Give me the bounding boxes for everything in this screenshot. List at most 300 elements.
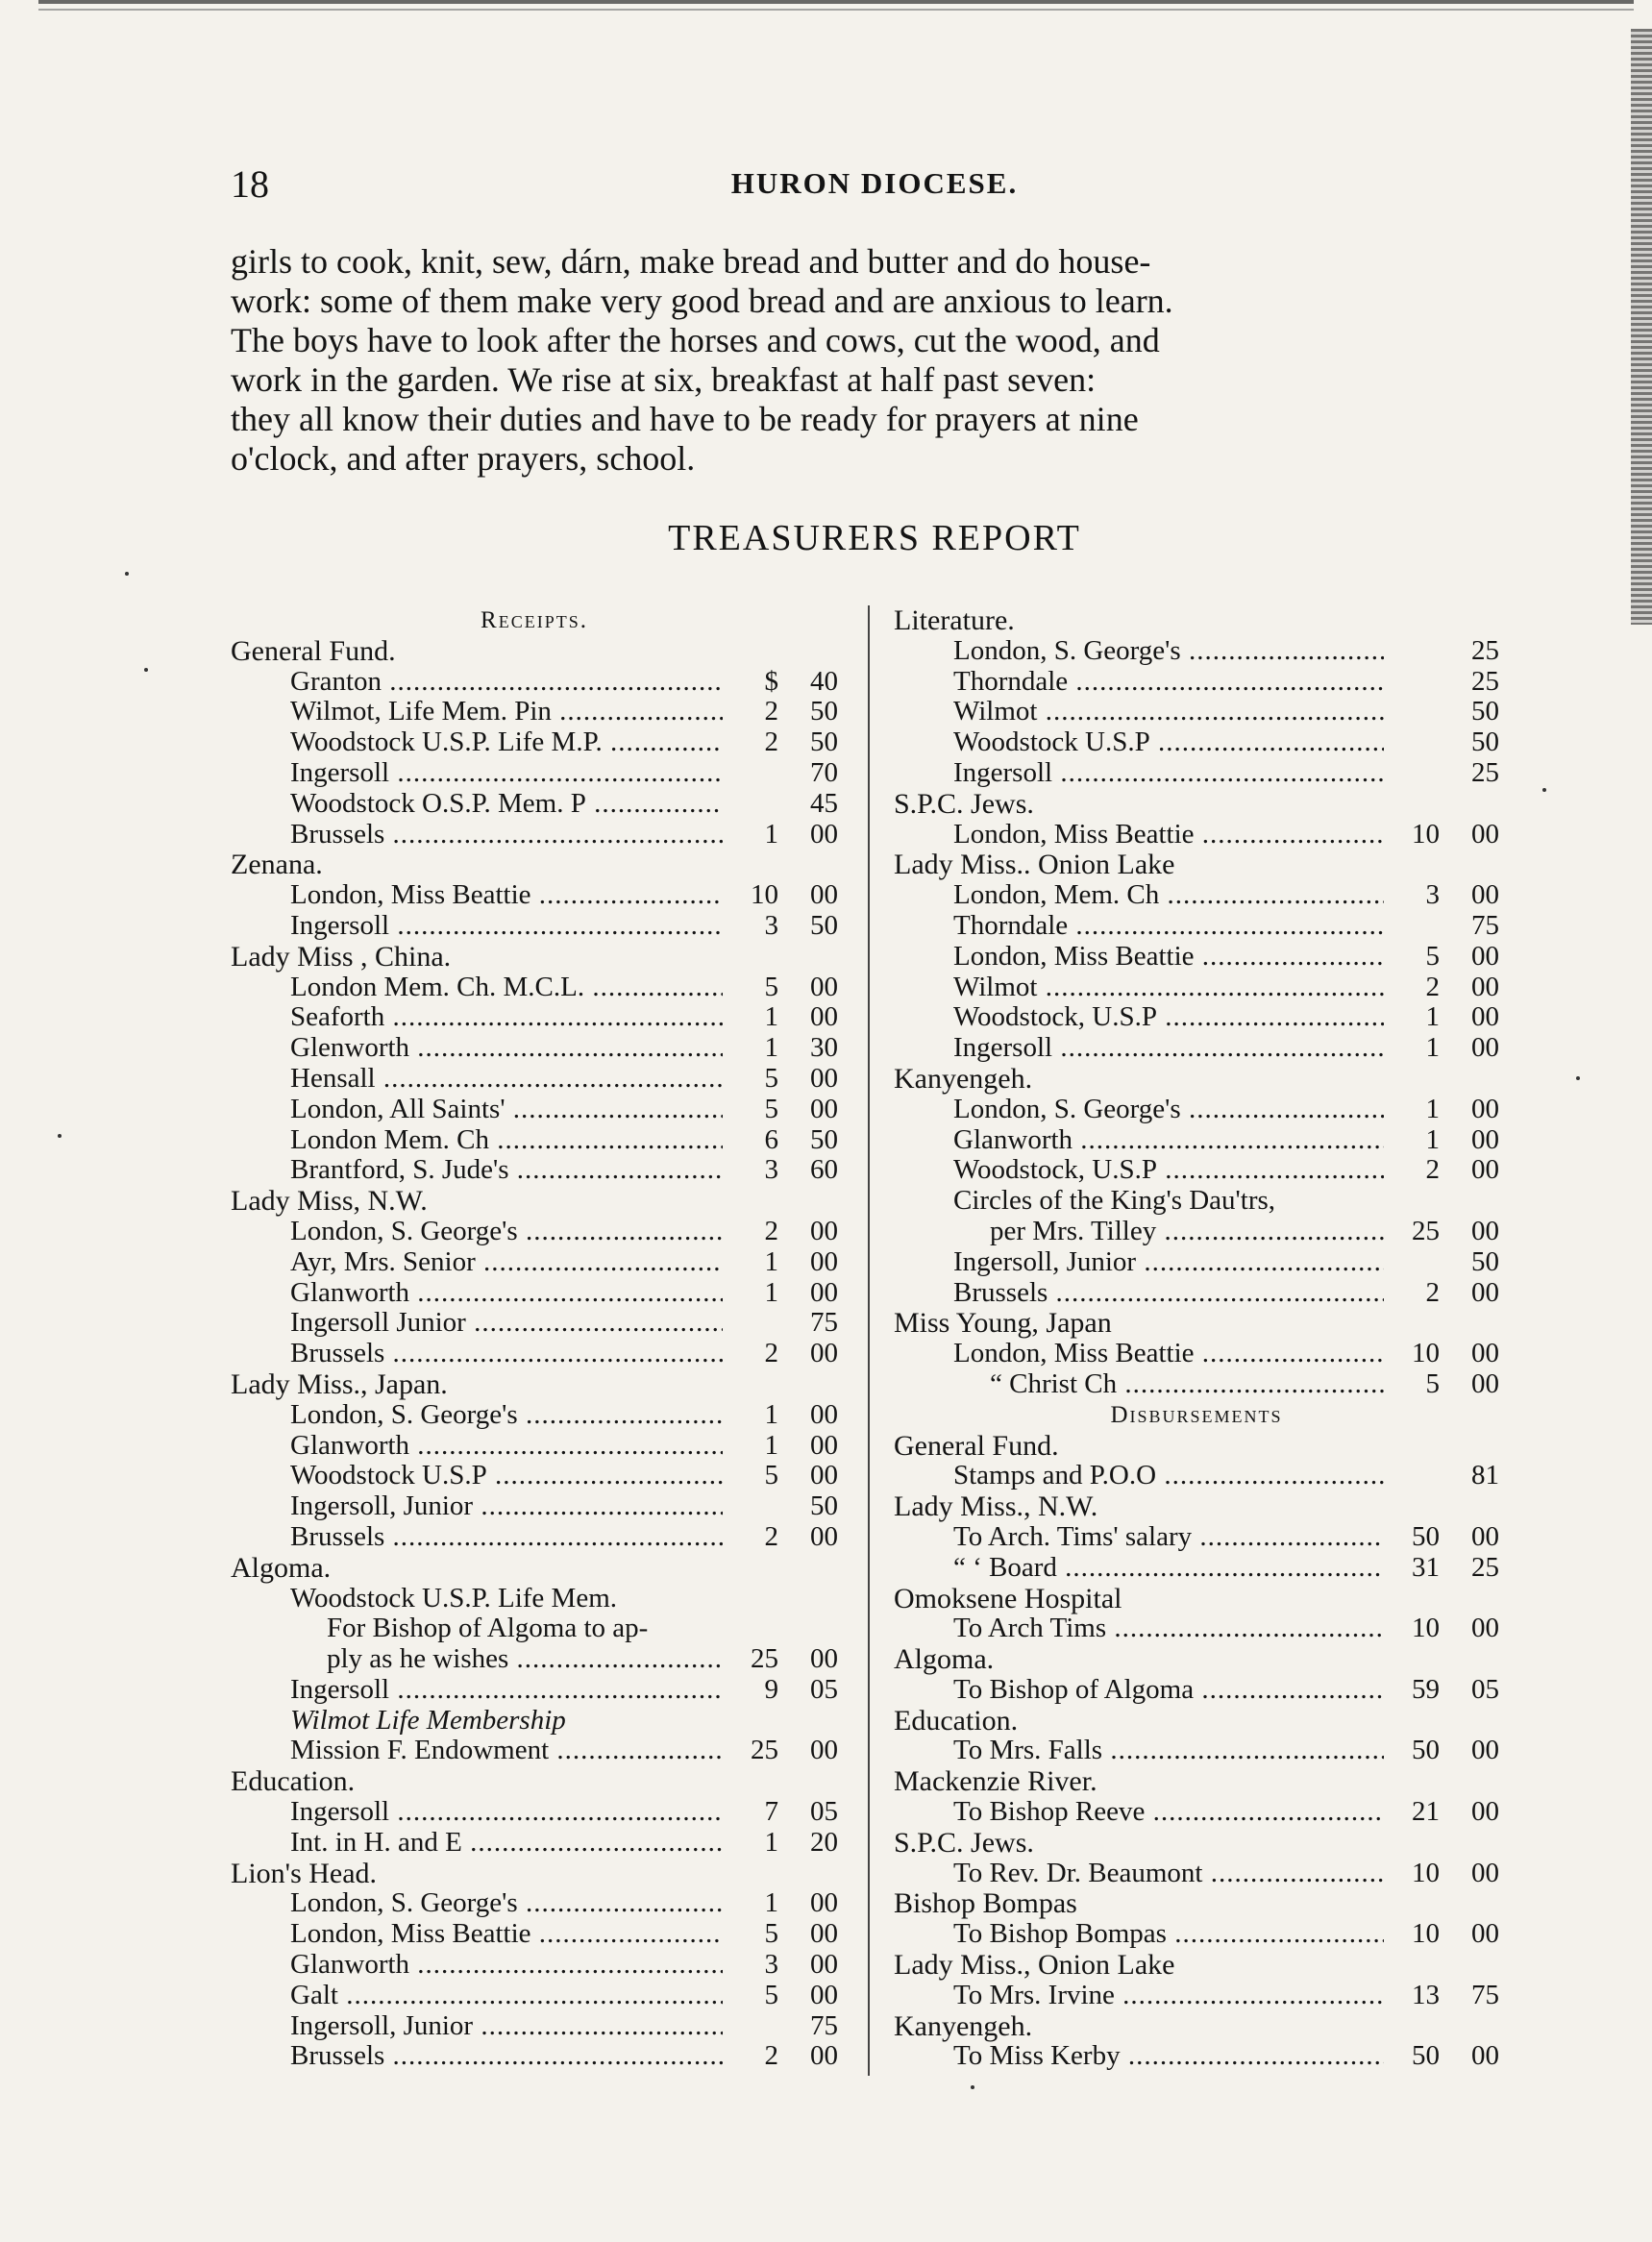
entry-label: To Miss Kerby .....	[953, 2041, 1384, 2072]
entry-cents: 00	[1471, 1796, 1499, 1828]
entry-dollars: 25	[1412, 1215, 1440, 1246]
entry-dollars: 9	[764, 1673, 778, 1705]
entry-label: Woodstock U.S.P .....	[953, 727, 1384, 758]
entry-label: To Bishop Bompas .....	[953, 1919, 1384, 1950]
entry-cents: 60	[810, 1154, 838, 1186]
entry-dollars: 2	[1425, 1276, 1440, 1308]
entry-label: “ ‘ Board .....	[953, 1553, 1384, 1584]
entry-label: “ Christ Ch .....	[990, 1369, 1384, 1400]
ledger-entry	[231, 697, 838, 727]
entry-label: Ingersoll, Junior .....	[290, 1491, 723, 1522]
entry-dollars: 2	[764, 1215, 778, 1246]
entry-cents: 00	[810, 2040, 838, 2072]
intro-line: girls to cook, knit, sew, dárn, make bread and butter and do house-	[231, 242, 1151, 281]
entry-label: Woodstock, U.S.P .....	[953, 1002, 1384, 1033]
entry-label: Ingersoll .....	[290, 1797, 723, 1828]
ledger-entry	[231, 1461, 838, 1491]
ledger-entry	[231, 911, 838, 942]
entry-dollars: 50	[1412, 2040, 1440, 2072]
ledger-entry	[231, 2041, 838, 2072]
entry-dollars: 25	[751, 1735, 778, 1766]
entry-cents: 25	[1471, 756, 1499, 788]
category-heading: Algoma.	[231, 1551, 332, 1584]
entry-dollars: 1	[764, 1429, 778, 1461]
ledger-entry	[231, 727, 838, 758]
entry-label: London, S. George's .....	[953, 1095, 1384, 1125]
entry-cents: 00	[810, 818, 838, 850]
ledger-entry	[894, 1033, 1499, 1064]
column-divider	[868, 605, 870, 2076]
ledger-entry	[894, 911, 1499, 942]
intro-line: they all know their duties and have to be ready for prayers at nine	[231, 400, 1139, 438]
entry-cents: 00	[810, 1062, 838, 1094]
intro-line: work: some of them make very good bread and are anxious to learn.	[231, 282, 1173, 320]
entry-label: Glanworth .....	[290, 1950, 723, 1981]
entry-label: London, Mem. Ch .....	[953, 880, 1384, 911]
entry-dollars: 1	[764, 1032, 778, 1064]
entry-label: London, Miss Beattie .....	[290, 1919, 723, 1950]
entry-cents: 00	[1471, 1276, 1499, 1308]
ledger-entry	[231, 973, 838, 1003]
entry-dollars: 1	[764, 1245, 778, 1277]
section-heading-text: Disbursements	[1110, 1401, 1283, 1428]
entry-dollars: 5	[764, 1460, 778, 1491]
entry-label: Glanworth .....	[953, 1125, 1384, 1156]
category-heading: Education.	[894, 1704, 1019, 1737]
ledger-entry	[894, 1095, 1499, 1125]
page-number: 18	[231, 162, 269, 206]
receipts-column	[231, 605, 838, 2072]
ledger-entry	[894, 1981, 1499, 2011]
entry-cents: 05	[810, 1673, 838, 1705]
entry-cents: 00	[810, 1949, 838, 1981]
entry-cents: 75	[810, 1307, 838, 1339]
category-heading: S.P.C. Jews.	[894, 787, 1034, 820]
entry-dollars: 2	[764, 1338, 778, 1369]
entry-cents: 00	[810, 1735, 838, 1766]
ledger-entry	[894, 1125, 1499, 1156]
entry-label: London Mem. Ch .....	[290, 1125, 723, 1156]
entry-dollars: 1	[1425, 1001, 1440, 1033]
entry-dollars: 2	[764, 1520, 778, 1552]
ledger-entry	[231, 2011, 838, 2042]
entry-cents: 00	[810, 879, 838, 911]
ledger-entry	[894, 1797, 1499, 1828]
entry-cents: 00	[1471, 1154, 1499, 1186]
ledger-entry	[231, 1950, 838, 1981]
entry-label: Brussels .....	[290, 1522, 723, 1553]
entry-dollars: 1	[764, 1001, 778, 1033]
entry-cents: 00	[810, 1276, 838, 1308]
entry-label: Glanworth .....	[290, 1278, 723, 1309]
entry-cents: 75	[1471, 909, 1499, 941]
italic-note	[231, 1706, 838, 1737]
ledger-entry	[231, 1002, 838, 1033]
entry-dollars: 50	[1412, 1520, 1440, 1552]
category-heading: Kanyengeh.	[894, 1062, 1033, 1095]
ledger-entry	[231, 1675, 838, 1706]
entry-dollars: 50	[1412, 1735, 1440, 1766]
entry-dollars: 6	[764, 1123, 778, 1155]
entry-label: To Rev. Dr. Beaumont .....	[953, 1859, 1384, 1889]
entry-cents: 00	[1471, 2040, 1499, 2072]
entry-cents: 00	[1471, 1123, 1499, 1155]
ledger-entry	[894, 1217, 1499, 1247]
entry-dollars: 2	[764, 727, 778, 758]
entry-dollars: 10	[1412, 1918, 1440, 1950]
entry-cents: 50	[1471, 1245, 1499, 1277]
entry-dollars: $	[764, 665, 778, 697]
entry-cents: 00	[810, 1245, 838, 1277]
entry-label: To Arch. Tims' salary .....	[953, 1522, 1384, 1553]
entry-cents: 00	[810, 971, 838, 1002]
ledger-entry	[231, 820, 838, 850]
entry-cents: 70	[810, 756, 838, 788]
ledger-entry	[231, 1644, 838, 1675]
entry-dollars: 1	[764, 1887, 778, 1919]
entry-label: Brussels .....	[290, 820, 723, 850]
entry-dollars: 10	[1412, 1613, 1440, 1644]
ledger-entry	[894, 1339, 1499, 1369]
entry-cents: 00	[1471, 971, 1499, 1002]
entry-label: Granton .....	[290, 667, 723, 698]
ledger-entry	[231, 1400, 838, 1431]
entry-label: To Mrs. Irvine .....	[953, 1981, 1384, 2011]
entry-dollars: 59	[1412, 1673, 1440, 1705]
entry-label: Glanworth .....	[290, 1431, 723, 1462]
entry-cents: 00	[1471, 1613, 1499, 1644]
entry-dollars: 5	[1425, 1367, 1440, 1399]
entry-label: Stamps and P.O.O .....	[953, 1461, 1384, 1491]
entry-cents: 50	[810, 909, 838, 941]
entry-cents: 00	[1471, 1338, 1499, 1369]
ledger-entry	[231, 1736, 838, 1766]
entry-dollars: 1	[764, 1276, 778, 1308]
ledger-entry	[231, 1217, 838, 1247]
ledger-entry	[231, 1339, 838, 1369]
section-heading-text: Receipts.	[481, 607, 588, 633]
entry-label: To Bishop Reeve .....	[953, 1797, 1384, 1828]
entry-cents: 00	[810, 1887, 838, 1919]
category-heading: Lady Miss., Onion Lake	[894, 1949, 1175, 1982]
entry-cents: 50	[810, 727, 838, 758]
entry-label: London, Miss Beattie .....	[953, 1339, 1384, 1369]
entry-dollars: 5	[764, 1918, 778, 1950]
entry-dollars: 10	[1412, 1857, 1440, 1888]
entry-label: Woodstock U.S.P. Life M.P. .....	[290, 727, 723, 758]
intro-line: work in the garden. We rise at six, breakfast at half past seven:	[231, 360, 1097, 399]
entry-label: Woodstock, U.S.P .....	[953, 1155, 1384, 1186]
entry-cents: 00	[1471, 1093, 1499, 1124]
entry-label: Ingersoll, Junior .....	[953, 1247, 1384, 1278]
entry-dollars: 10	[751, 879, 778, 911]
entry-label: Brussels .....	[290, 2041, 723, 2072]
entry-cents: 00	[810, 1398, 838, 1430]
category-heading: General Fund.	[894, 1429, 1059, 1462]
entry-label: Thorndale .....	[953, 667, 1384, 698]
ledger-entry	[894, 758, 1499, 789]
entry-dollars: 31	[1412, 1551, 1440, 1583]
ledger-entry	[231, 667, 838, 698]
entry-dollars: 2	[764, 2040, 778, 2072]
entry-cents: 25	[1471, 634, 1499, 666]
entry-label: London, Miss Beattie .....	[290, 880, 723, 911]
entry-dollars: 25	[751, 1643, 778, 1675]
entry-dollars: 13	[1412, 1979, 1440, 2010]
entry-dollars: 3	[764, 1949, 778, 1981]
ledger-entry	[894, 2041, 1499, 2072]
entry-cents: 00	[810, 1460, 838, 1491]
ledger-entry	[231, 1888, 838, 1919]
entry-label: Thorndale .....	[953, 911, 1384, 942]
section-heading	[231, 605, 838, 636]
entry-label: To Arch Tims .....	[953, 1614, 1384, 1644]
entry-cents: 00	[810, 1429, 838, 1461]
ledger-entry	[894, 1155, 1499, 1186]
ledger-entry	[894, 1736, 1499, 1766]
entry-label: London Mem. Ch. M.C.L. .....	[290, 973, 723, 1003]
ledger-entry	[894, 636, 1499, 667]
category-heading: Miss Young, Japan	[894, 1307, 1112, 1340]
entry-cents: 75	[1471, 1979, 1499, 2010]
entry-label: Ingersoll .....	[290, 1675, 723, 1706]
ledger-entry	[894, 1614, 1499, 1644]
entry-cents: 00	[1471, 940, 1499, 972]
entry-cents: 50	[810, 696, 838, 727]
continued-line-text: Woodstock U.S.P. Life Mem.	[290, 1582, 618, 1614]
entry-label: Wilmot .....	[953, 973, 1384, 1003]
entry-dollars: 1	[764, 818, 778, 850]
ledger-entry	[894, 1919, 1499, 1950]
entry-dollars: 5	[764, 1062, 778, 1094]
entry-label: London, S. George's .....	[290, 1400, 723, 1431]
entry-cents: 00	[810, 1215, 838, 1246]
ledger-entry	[231, 1797, 838, 1828]
entry-cents: 00	[1471, 1215, 1499, 1246]
entry-cents: 00	[1471, 1032, 1499, 1064]
category-heading: S.P.C. Jews.	[894, 1826, 1034, 1859]
entry-dollars: 10	[1412, 818, 1440, 850]
ledger-entry	[894, 1522, 1499, 1553]
entry-dollars: 2	[1425, 971, 1440, 1002]
intro-paragraph	[231, 242, 1528, 479]
entry-label: per Mrs. Tilley .....	[990, 1217, 1384, 1247]
entry-cents: 25	[1471, 1551, 1499, 1583]
entry-cents: 00	[810, 1979, 838, 2010]
category-heading: Literature.	[894, 604, 1015, 636]
entry-cents: 00	[1471, 879, 1499, 911]
ledger-entry	[894, 942, 1499, 973]
category-heading: Bishop Bompas	[894, 1887, 1077, 1920]
entry-cents: 05	[810, 1796, 838, 1828]
entry-cents: 50	[810, 1491, 838, 1522]
category-heading: Lady Miss, N.W.	[231, 1185, 428, 1218]
ledger-entry	[231, 1033, 838, 1064]
ledger-entry	[894, 1247, 1499, 1278]
ledger-entry	[231, 1064, 838, 1095]
entry-label: Ingersoll, Junior .....	[290, 2011, 723, 2042]
category-heading: Kanyengeh.	[894, 2009, 1033, 2042]
category-heading: Zenana.	[231, 849, 323, 881]
entry-cents: 00	[810, 1520, 838, 1552]
entry-cents: 00	[810, 1643, 838, 1675]
entry-label: Ingersoll .....	[953, 1033, 1384, 1064]
entry-cents: 50	[810, 1123, 838, 1155]
ledger-entry	[894, 973, 1499, 1003]
intro-line: o'clock, and after prayers, school.	[231, 439, 696, 478]
entry-dollars: 3	[1425, 879, 1440, 911]
ledger-entry	[231, 1247, 838, 1278]
entry-label: Mission F. Endowment .....	[290, 1736, 723, 1766]
ledger-entry	[894, 1675, 1499, 1706]
section-heading	[894, 1400, 1499, 1431]
ledger-entry	[894, 1461, 1499, 1491]
entry-dollars: 7	[764, 1796, 778, 1828]
entry-label: Int. in H. and E .....	[290, 1828, 723, 1859]
entry-dollars: 2	[764, 696, 778, 727]
ledger-entry	[231, 1919, 838, 1950]
ledger-entry	[894, 727, 1499, 758]
entry-label: To Mrs. Falls .....	[953, 1736, 1384, 1766]
running-head: HURON DIOCESE.	[730, 166, 1019, 200]
scan-edge-right	[1631, 29, 1652, 625]
entry-cents: 25	[1471, 665, 1499, 697]
entry-label: London, Miss Beattie .....	[953, 942, 1384, 973]
entry-dollars: 3	[764, 1154, 778, 1186]
entry-cents: 20	[810, 1826, 838, 1858]
entry-cents: 45	[810, 787, 838, 819]
entry-dollars: 1	[764, 1826, 778, 1858]
entry-cents: 40	[810, 665, 838, 697]
entry-cents: 81	[1471, 1460, 1499, 1491]
entry-cents: 00	[1471, 1735, 1499, 1766]
entry-dollars: 5	[764, 971, 778, 1002]
continued-line	[231, 1614, 838, 1644]
continued-line	[894, 1186, 1499, 1217]
entry-cents: 00	[1471, 1918, 1499, 1950]
entry-cents: 00	[1471, 818, 1499, 850]
entry-dollars: 5	[1425, 940, 1440, 972]
ledger-entry	[894, 880, 1499, 911]
entry-label: London, All Saints' .....	[290, 1095, 723, 1125]
ledger-entry	[231, 1095, 838, 1125]
ledger-entry	[231, 1522, 838, 1553]
entry-label: Hensall .....	[290, 1064, 723, 1095]
entry-label: Galt .....	[290, 1981, 723, 2011]
page-header	[231, 161, 1518, 209]
entry-dollars: 1	[1425, 1093, 1440, 1124]
ledger-entry	[894, 667, 1499, 698]
entry-cents: 05	[1471, 1673, 1499, 1705]
entry-cents: 00	[810, 1918, 838, 1950]
category-heading: General Fund.	[231, 634, 396, 667]
entry-dollars: 1	[764, 1398, 778, 1430]
ledger-entry	[894, 1002, 1499, 1033]
entry-cents: 00	[810, 1338, 838, 1369]
ledger-entry	[894, 1859, 1499, 1889]
entry-cents: 50	[1471, 727, 1499, 758]
ledger-entry	[894, 820, 1499, 850]
category-heading: Lady Miss., N.W.	[894, 1491, 1098, 1523]
category-heading: Lady Miss , China.	[231, 940, 452, 973]
entry-dollars: 21	[1412, 1796, 1440, 1828]
category-heading: Lion's Head.	[231, 1857, 378, 1889]
category-heading: Lady Miss., Japan.	[231, 1367, 448, 1400]
entry-label: Wilmot, Life Mem. Pin .....	[290, 697, 723, 727]
entry-cents: 30	[810, 1032, 838, 1064]
category-heading: Mackenzie River.	[894, 1765, 1097, 1798]
entry-label: Seaforth .....	[290, 1002, 723, 1033]
ledger-entry	[231, 880, 838, 911]
ledger-entry	[894, 1369, 1499, 1400]
entry-label: Ingersoll Junior .....	[290, 1308, 723, 1339]
entry-dollars: 5	[764, 1093, 778, 1124]
entry-dollars: 10	[1412, 1338, 1440, 1369]
entry-cents: 50	[1471, 696, 1499, 727]
entry-cents: 00	[1471, 1001, 1499, 1033]
entry-label: London, S. George's .....	[953, 636, 1384, 667]
ledger-entry	[231, 1491, 838, 1522]
entry-dollars: 5	[764, 1979, 778, 2010]
entry-label: Ingersoll .....	[290, 758, 723, 789]
ledger-entry	[894, 1278, 1499, 1309]
entry-label: Ayr, Mrs. Senior .....	[290, 1247, 723, 1278]
entry-dollars: 1	[1425, 1032, 1440, 1064]
entry-label: Glenworth .....	[290, 1033, 723, 1064]
ledger-entry	[231, 1278, 838, 1309]
entry-label: Brantford, S. Jude's .....	[290, 1155, 723, 1186]
category-heading: Algoma.	[894, 1643, 995, 1676]
ledger-entry	[231, 1431, 838, 1462]
entry-dollars: 3	[764, 909, 778, 941]
category-heading: Education.	[231, 1765, 356, 1798]
continued-line-text: Circles of the King's Dau'trs,	[953, 1185, 1276, 1217]
entry-cents: 75	[810, 2009, 838, 2041]
entry-label: Woodstock O.S.P. Mem. P .....	[290, 789, 723, 820]
entry-label: London, Miss Beattie .....	[953, 820, 1384, 850]
category-heading: Lady Miss.. Onion Lake	[894, 849, 1175, 881]
entry-label: Brussels .....	[290, 1339, 723, 1369]
entry-label: Ingersoll .....	[290, 911, 723, 942]
entry-label: Brussels .....	[953, 1278, 1384, 1309]
ledger-entry	[231, 1308, 838, 1339]
ledger-entry	[231, 1981, 838, 2011]
literature-disbursements-column	[894, 605, 1499, 2072]
category-heading: Omoksene Hospital	[894, 1582, 1122, 1614]
entry-cents: 00	[810, 1001, 838, 1033]
entry-cents: 00	[810, 1093, 838, 1124]
entry-dollars: 2	[1425, 1154, 1440, 1186]
entry-cents: 00	[1471, 1367, 1499, 1399]
continued-line-text: For Bishop of Algoma to ap-	[327, 1613, 649, 1644]
ledger-entry	[231, 789, 838, 820]
ledger-entry	[894, 697, 1499, 727]
ledger-entry	[894, 1553, 1499, 1584]
entry-label: ply as he wishes .....	[327, 1644, 723, 1675]
entry-cents: 00	[1471, 1520, 1499, 1552]
report-title: TREASURERS REPORT	[668, 518, 1081, 558]
entry-label: London, S. George's .....	[290, 1888, 723, 1919]
entry-label: Woodstock U.S.P .....	[290, 1461, 723, 1491]
ledger-entry	[231, 1155, 838, 1186]
entry-cents: 00	[1471, 1857, 1499, 1888]
entry-label: To Bishop of Algoma .....	[953, 1675, 1384, 1706]
intro-line: The boys have to look after the horses and cows, cut the wood, and	[231, 321, 1160, 359]
italic-note-text: Wilmot Life Membership	[290, 1704, 566, 1736]
continued-line	[231, 1584, 838, 1614]
entry-label: Ingersoll .....	[953, 758, 1384, 789]
entry-label: Wilmot .....	[953, 697, 1384, 727]
